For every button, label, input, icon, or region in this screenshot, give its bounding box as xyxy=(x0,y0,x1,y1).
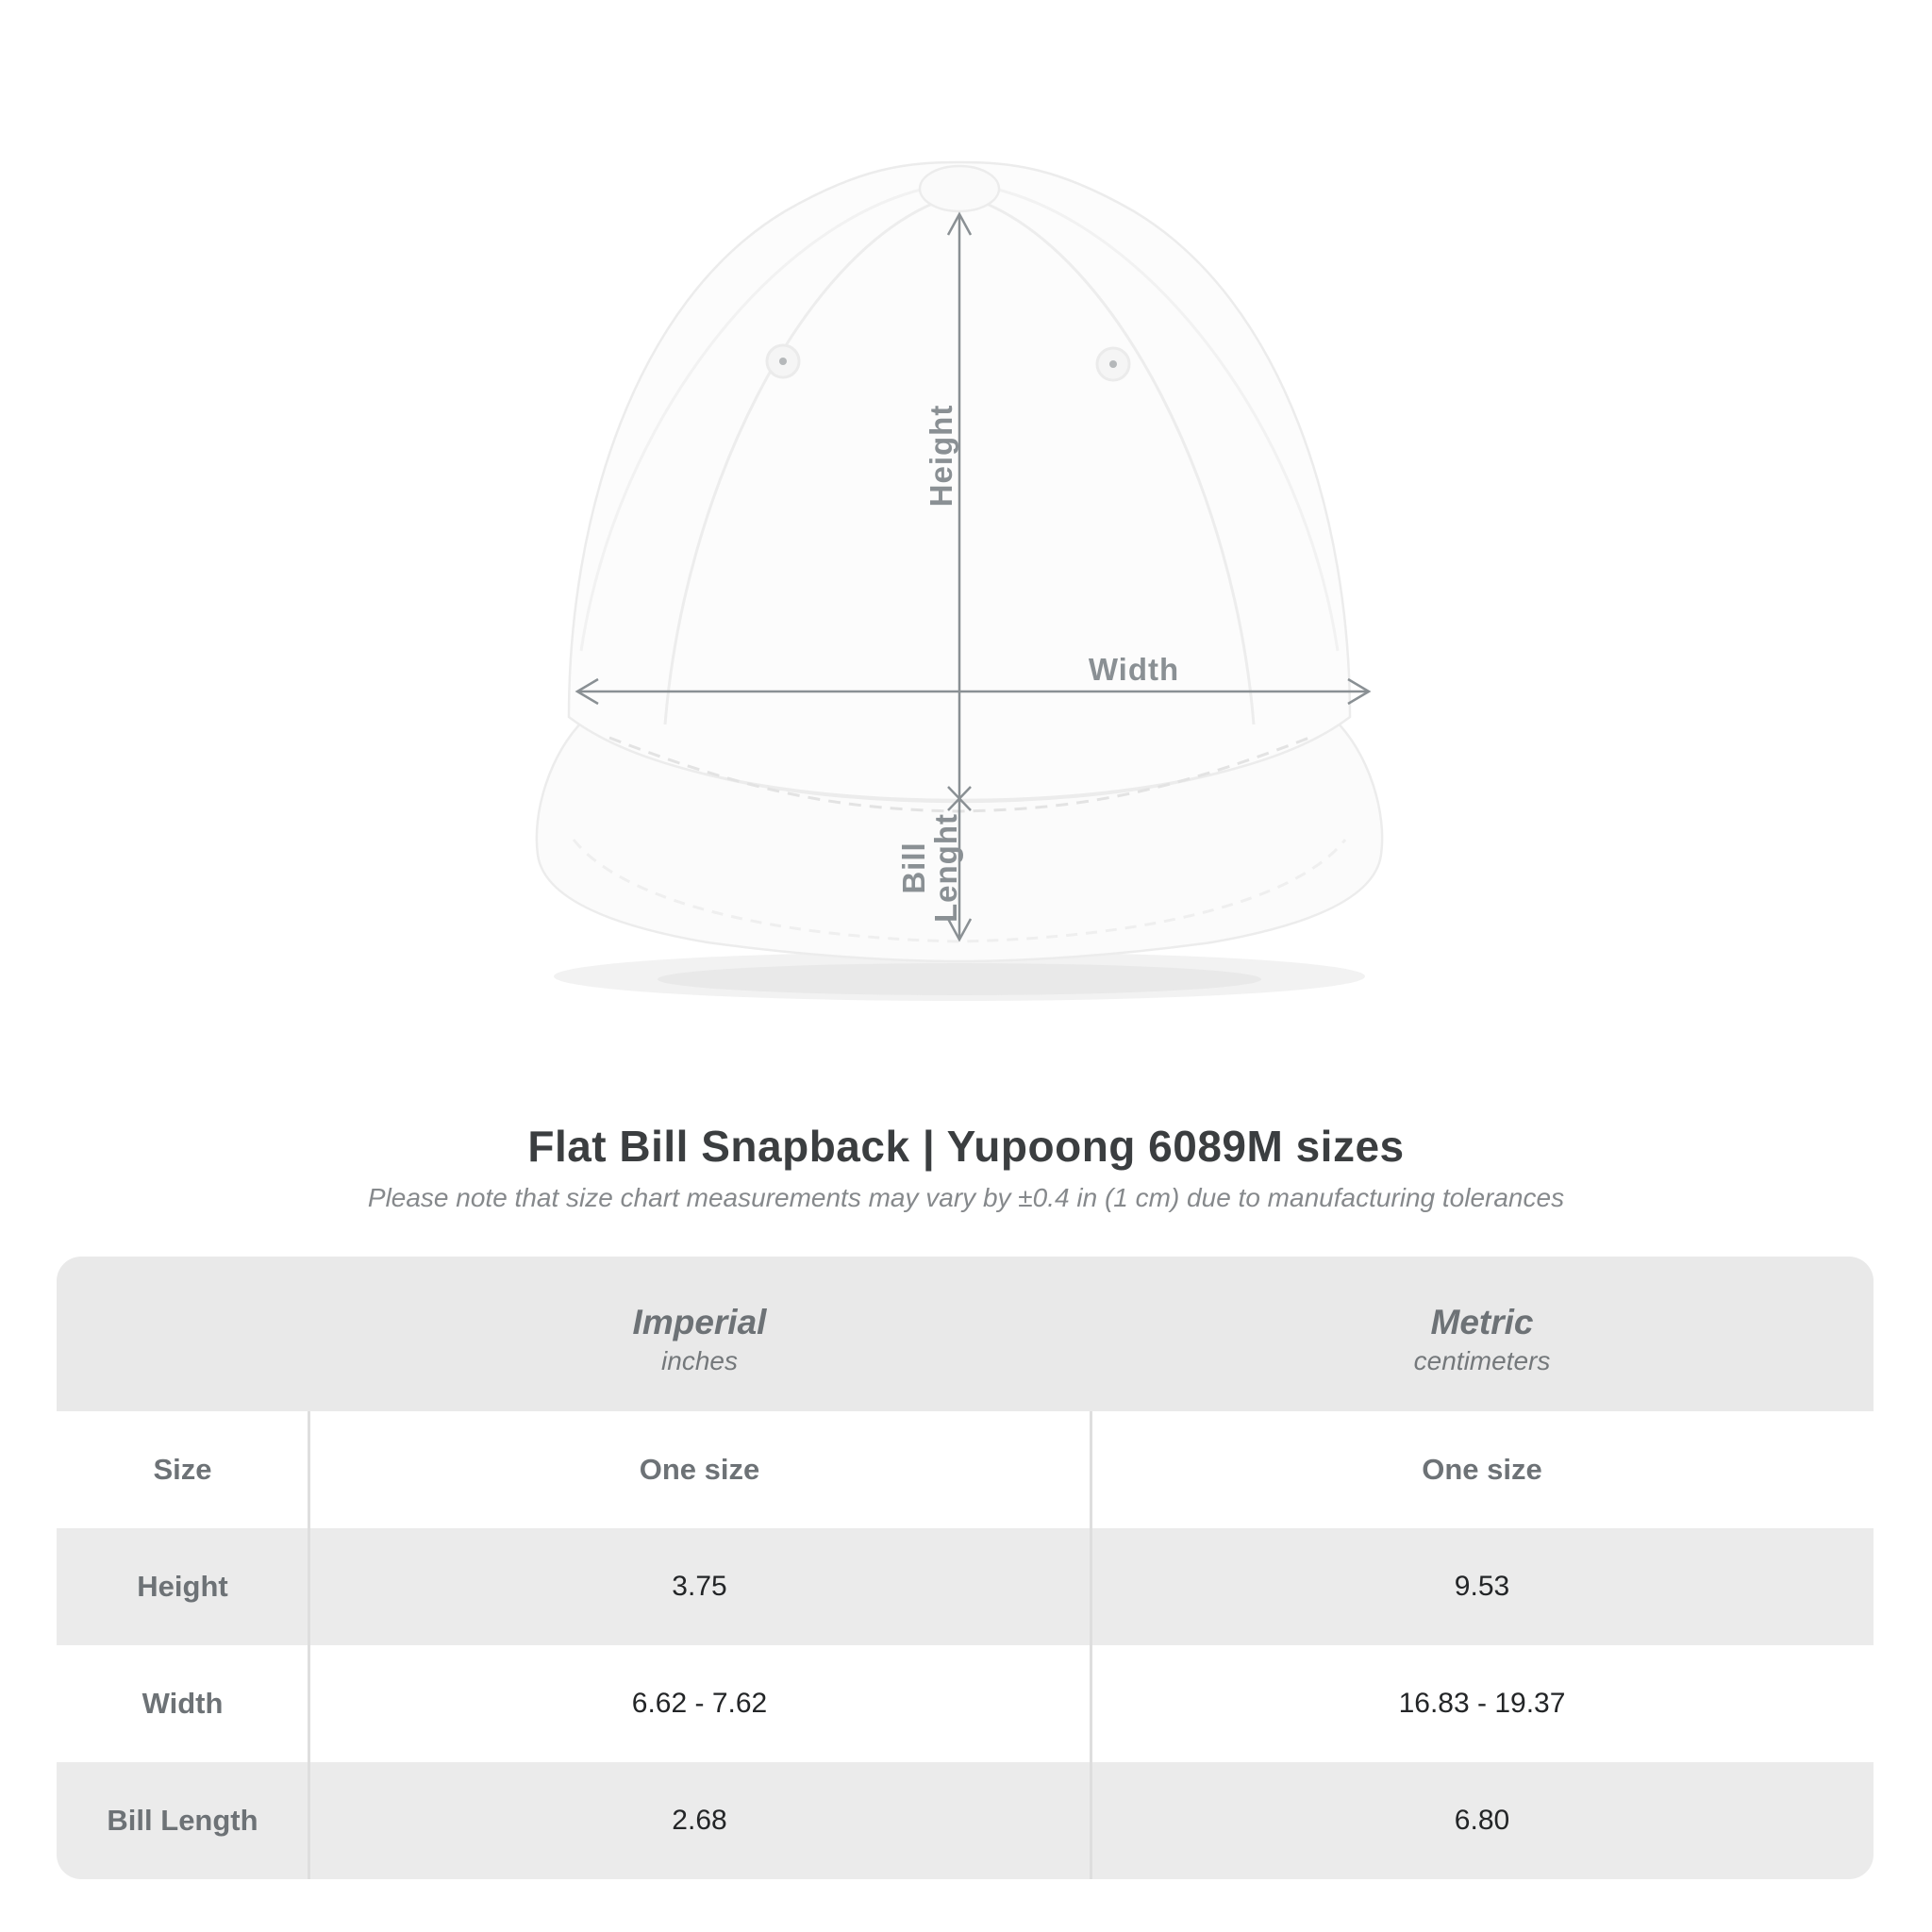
width-dim-label: Width xyxy=(1088,652,1180,687)
bill-dim-label-line1: Bill xyxy=(896,841,931,894)
table-row-height xyxy=(57,1528,1874,1645)
table-row-bill-length xyxy=(57,1762,1874,1879)
column-header-imperial-label: Imperial xyxy=(632,1303,767,1341)
cell-metric: One size xyxy=(1422,1453,1542,1486)
column-header-metric xyxy=(1091,1257,1874,1411)
eyelet-left xyxy=(767,345,799,377)
table-row-size xyxy=(57,1411,1874,1528)
page-subtitle: Please note that size chart measurements may vary by ±0.4 in (1 cm) due to manufacturing tolerances xyxy=(367,1183,1565,1212)
column-header-metric-sublabel: centimeters xyxy=(1413,1346,1551,1375)
row-label: Height xyxy=(137,1570,228,1603)
height-dim-label: Height xyxy=(924,404,958,508)
column-header-imperial-sublabel: inches xyxy=(661,1346,738,1375)
column-divider-2 xyxy=(1090,1411,1092,1879)
column-header-metric-label: Metric xyxy=(1430,1303,1534,1341)
hat-diagram xyxy=(491,113,1434,1019)
heading-block xyxy=(0,1121,1932,1213)
cell-metric: 9.53 xyxy=(1454,1571,1510,1602)
cell-metric: 6.80 xyxy=(1454,1805,1510,1836)
cell-imperial: One size xyxy=(639,1453,760,1486)
button-shape xyxy=(920,166,999,211)
column-divider-1 xyxy=(308,1411,310,1879)
size-chart-table xyxy=(57,1257,1874,1879)
cell-imperial: 2.68 xyxy=(672,1805,727,1836)
table-body xyxy=(57,1411,1874,1879)
row-label: Width xyxy=(142,1687,224,1720)
table-header xyxy=(57,1257,1874,1411)
table-row-width xyxy=(57,1645,1874,1762)
column-header-imperial xyxy=(308,1257,1091,1411)
eyelet-right xyxy=(1097,348,1129,380)
page-title: Flat Bill Snapback | Yupoong 6089M sizes xyxy=(527,1122,1405,1171)
row-label: Size xyxy=(153,1453,212,1486)
hat-shadow-inner xyxy=(658,963,1261,995)
cell-metric: 16.83 - 19.37 xyxy=(1398,1688,1566,1719)
row-label: Bill Length xyxy=(107,1804,258,1837)
cell-imperial: 6.62 - 7.62 xyxy=(631,1688,768,1719)
cell-imperial: 3.75 xyxy=(672,1571,727,1602)
bill-dim-label-line2: Lenght xyxy=(928,813,963,923)
